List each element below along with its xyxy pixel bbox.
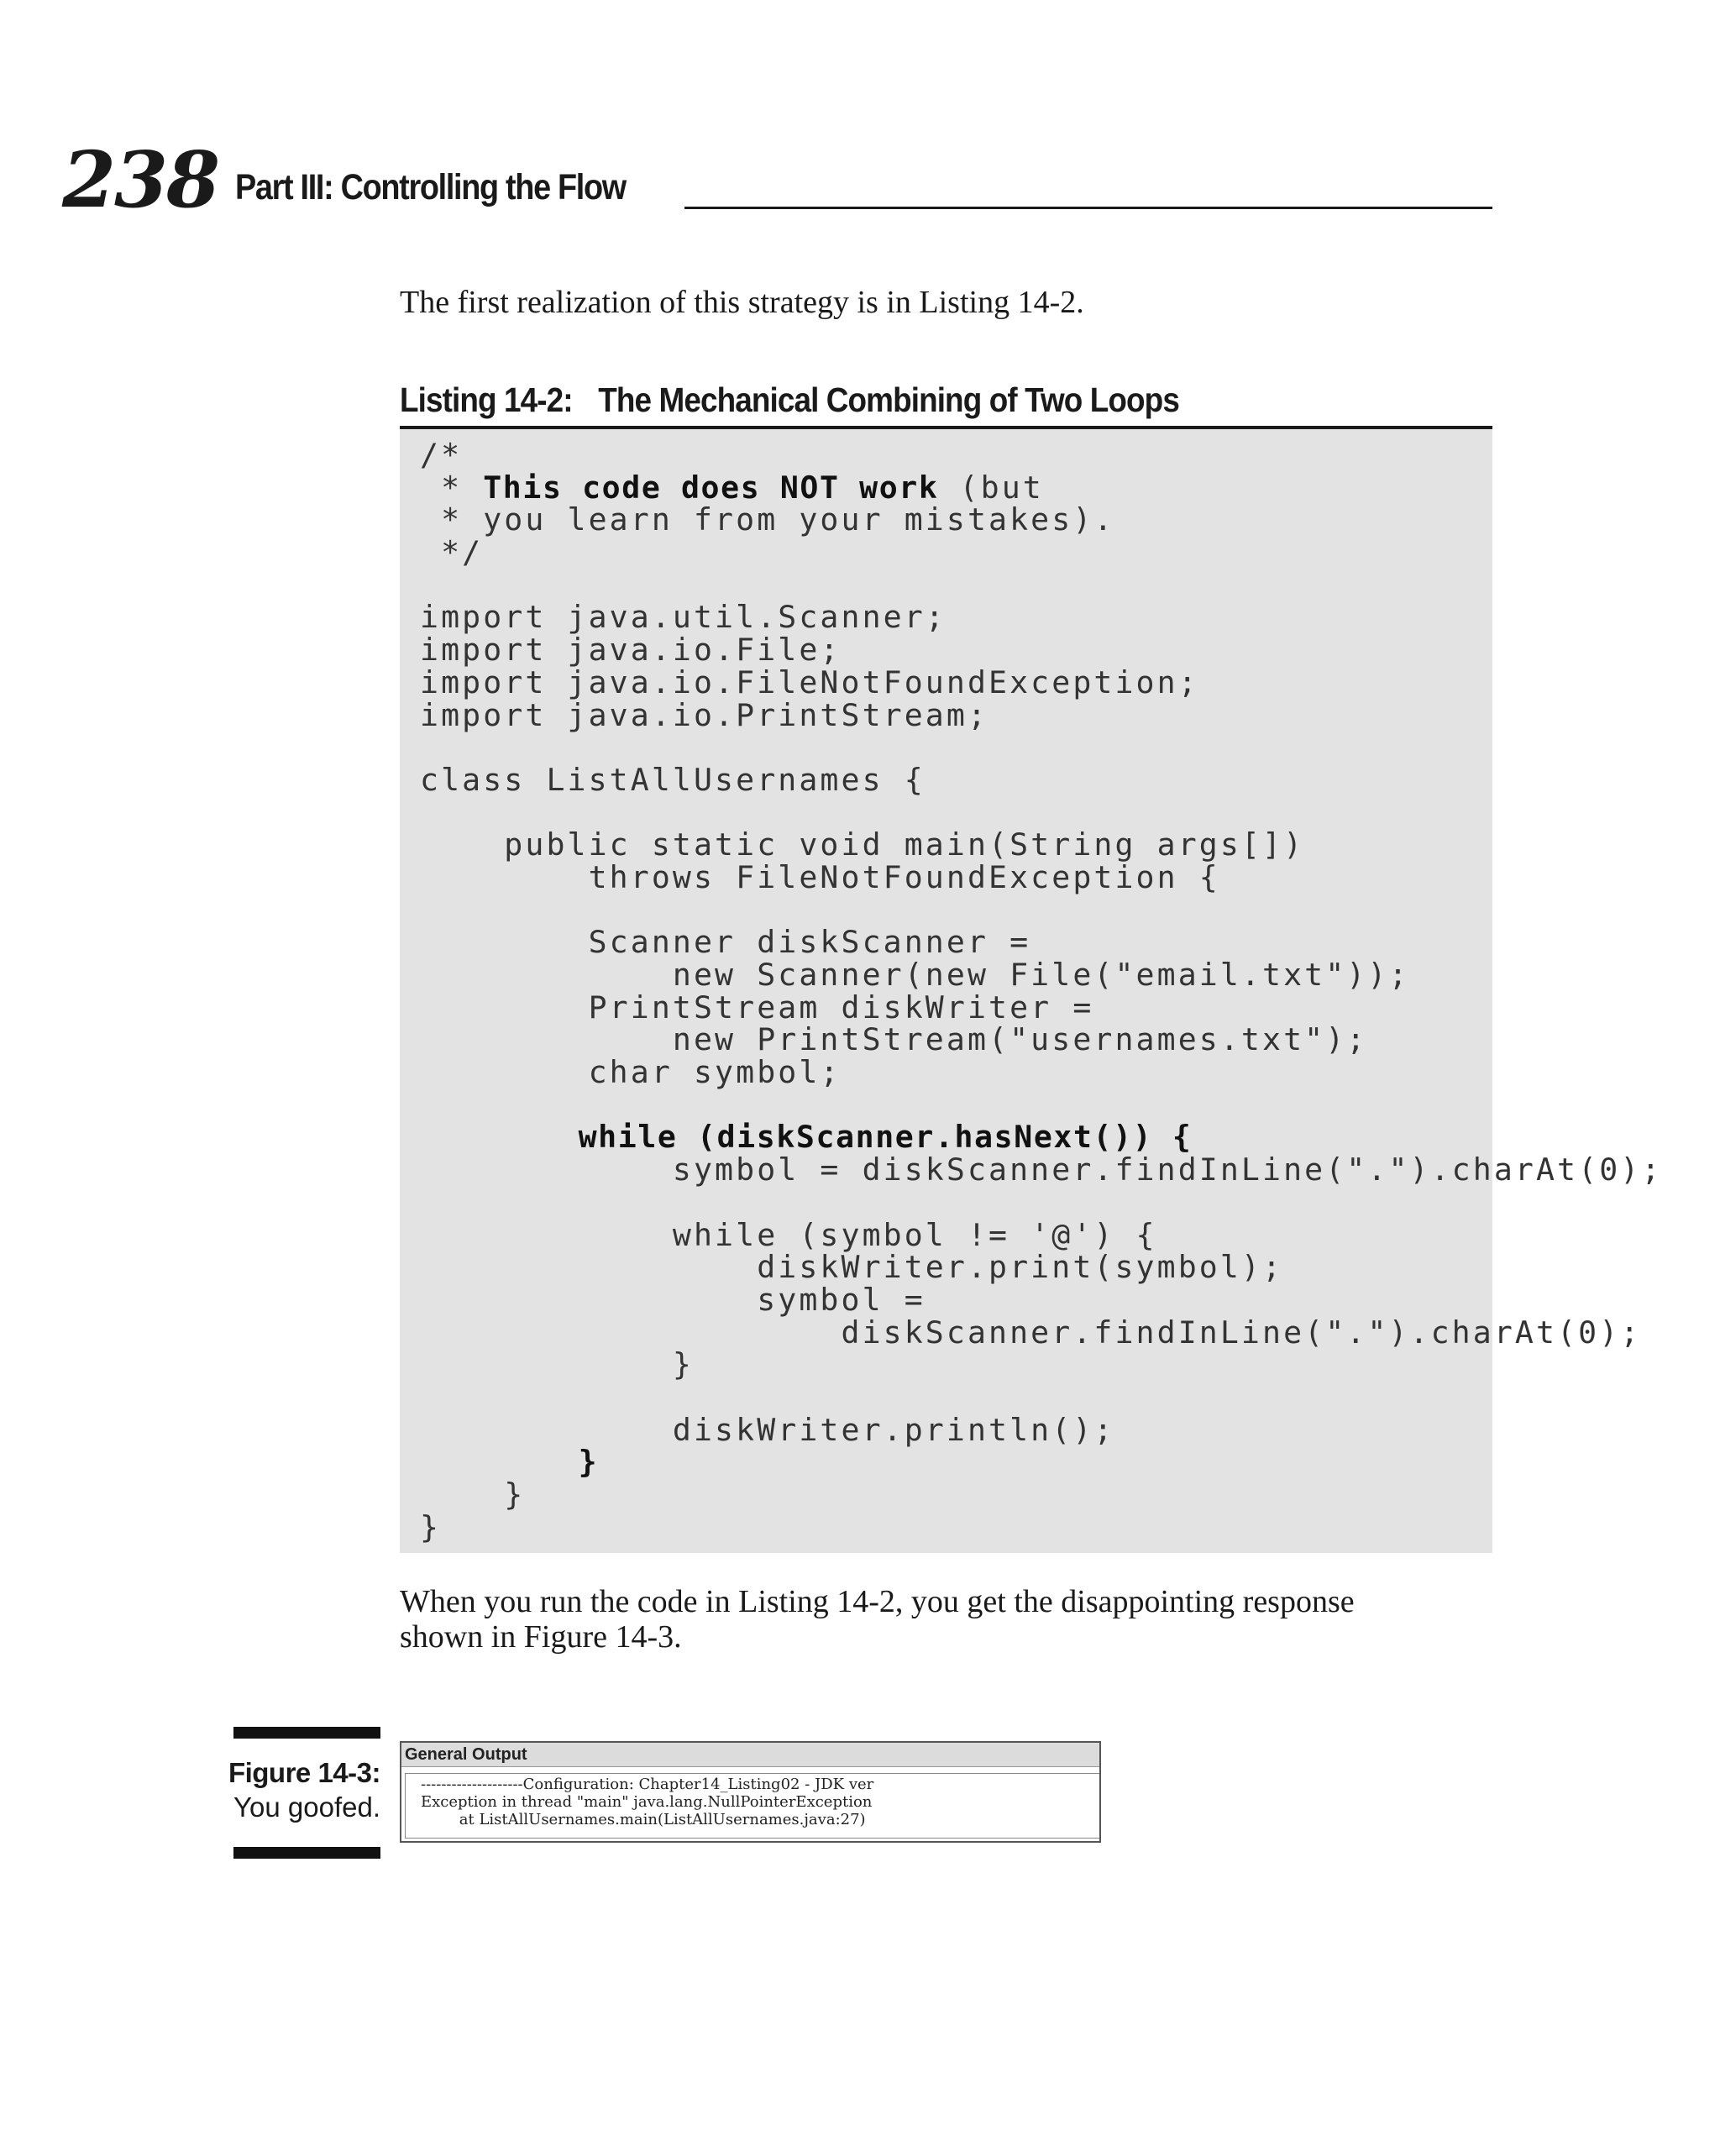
code-line: [420, 1089, 1662, 1122]
code-line: [420, 894, 1662, 927]
after-paragraph-line: When you run the code in Listing 14-2, you get the disappointing response: [400, 1584, 1355, 1619]
code-line: class ListAllUsernames {: [420, 761, 926, 798]
code-comment-tail: (but: [938, 469, 1044, 506]
running-head: Part III: Controlling the Flow: [235, 167, 626, 207]
code-comment-lead: *: [420, 469, 484, 506]
code-line: diskScanner.findInLine(".").charAt(0);: [420, 1314, 1642, 1351]
listing-caption: [400, 380, 1179, 419]
code-line: new PrintStream("usernames.txt");: [420, 1021, 1368, 1058]
code-line: while (diskScanner.hasNext()) {: [420, 1119, 1193, 1156]
code-line: while (symbol != '@') {: [420, 1216, 1157, 1253]
code-line: [420, 1382, 1662, 1414]
code-line: [420, 732, 1662, 764]
code-line: import java.util.Scanner;: [420, 599, 947, 636]
code-line: * you learn from your mistakes).: [420, 501, 1115, 538]
output-text: [406, 1774, 1099, 1828]
code-comment-bold: This code does NOT work: [483, 469, 939, 506]
page-number: 238: [62, 134, 219, 225]
code-line: }: [420, 1508, 442, 1545]
code-line: import java.io.FileNotFoundException;: [420, 664, 1199, 700]
code-line: public static void main(String args[]): [420, 826, 1305, 863]
code-line: PrintStream diskWriter =: [420, 989, 1094, 1026]
code-line: throws FileNotFoundException {: [420, 858, 1220, 895]
code-line: symbol =: [420, 1281, 926, 1318]
code-listing: [400, 429, 1663, 1553]
after-paragraph: [400, 1584, 1508, 1655]
listing-title: The Mechanical Combining of Two Loops: [598, 380, 1179, 419]
after-paragraph-line: shown in Figure 14-3.: [400, 1619, 682, 1655]
code-line: symbol = diskScanner.findInLine(".").charAt(0);: [420, 1151, 1663, 1188]
code-line: */: [420, 534, 484, 571]
running-head-rule: [684, 207, 1492, 209]
output-window-title: General Output: [401, 1743, 1099, 1767]
code-line: }: [420, 1477, 526, 1513]
output-panel: [405, 1773, 1099, 1839]
code-line: [420, 569, 1662, 602]
code-line: diskWriter.print(symbol);: [420, 1249, 1284, 1286]
output-line: Exception in thread "main" java.lang.NullPointerException: [421, 1793, 873, 1811]
code-line: [420, 1187, 1662, 1220]
figure-screenshot: [400, 1741, 1101, 1843]
code-block: [420, 439, 1662, 1544]
listing-label: Listing 14-2:: [400, 380, 573, 419]
figure-number: Figure 14-3:: [228, 1757, 380, 1788]
code-line: diskWriter.println();: [420, 1411, 1115, 1448]
code-line: import java.io.File;: [420, 632, 842, 669]
code-line: }: [420, 1444, 599, 1481]
output-line: --------------------Configuration: Chapter14_Listing02 - JDK ver: [421, 1776, 874, 1793]
code-line: [420, 797, 1662, 830]
code-line: import java.io.PrintStream;: [420, 696, 989, 733]
code-line: Scanner diskScanner =: [420, 924, 1031, 961]
figure-bar-bottom: [233, 1847, 380, 1859]
figure-bar-top: [233, 1727, 380, 1739]
figure-caption: You goofed.: [233, 1791, 380, 1823]
figure-label: [228, 1755, 380, 1824]
code-line: }: [420, 1346, 694, 1383]
code-line: new Scanner(new File("email.txt"));: [420, 957, 1410, 993]
code-line: [420, 469, 1662, 506]
code-line: char symbol;: [420, 1054, 842, 1091]
intro-paragraph: The first realization of this strategy is in Listing 14-2.: [400, 285, 1084, 320]
output-line: at ListAllUsernames.main(ListAllUsernames.java:27): [421, 1811, 866, 1828]
code-line: /*: [420, 437, 463, 473]
